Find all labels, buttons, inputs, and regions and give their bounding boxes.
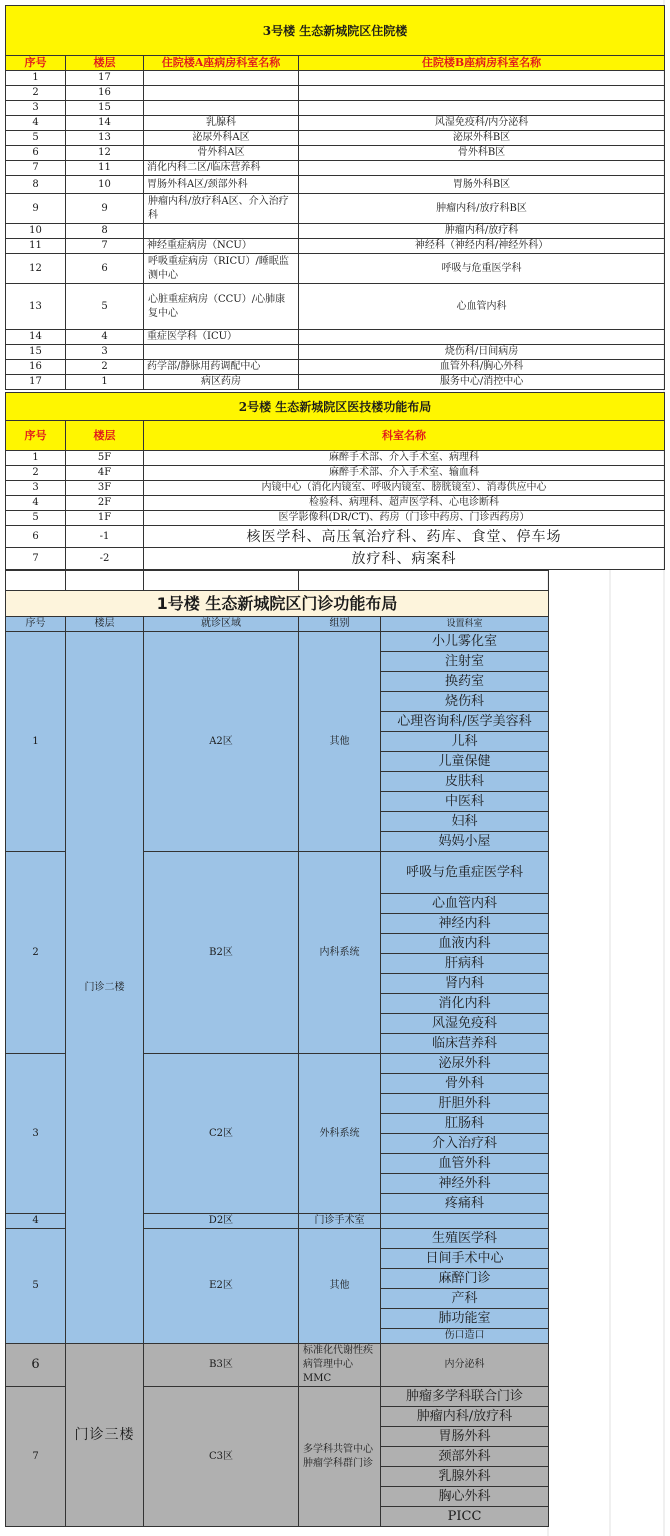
table-row	[6, 466, 665, 481]
b-wing-dept: 胃肠外科B区	[299, 176, 665, 194]
col-header-no: 序号	[6, 56, 66, 71]
col-header-departments: 设置科室	[381, 617, 549, 632]
department-cell: 心血管内科	[381, 894, 549, 914]
row-number: 15	[6, 345, 66, 360]
b-wing-dept: 服务中心/消控中心	[299, 375, 665, 390]
b-wing-dept	[299, 71, 665, 86]
floor-cell: 5F	[66, 451, 144, 466]
table-row	[6, 496, 665, 511]
floor-label: 门诊二楼	[66, 632, 144, 1344]
department-cell: 肝胆外科	[381, 1094, 549, 1114]
block-number: 7	[6, 1387, 66, 1527]
department-cell: 肾内科	[381, 974, 549, 994]
table-row	[6, 330, 665, 345]
department-cell: 烧伤科	[381, 692, 549, 712]
row-number: 1	[6, 71, 66, 86]
a-wing-dept	[144, 224, 299, 239]
table-row	[6, 116, 665, 131]
table-row	[6, 1344, 549, 1387]
department-cell: 心理咨询科/医学美容科	[381, 712, 549, 732]
group-cell: 内科系统	[299, 852, 381, 1054]
table-row	[6, 345, 665, 360]
a-wing-dept: 乳腺科	[144, 116, 299, 131]
area-cell: B2区	[144, 852, 299, 1054]
floor-cell: 13	[66, 131, 144, 146]
department-cell: 妈妈小屋	[381, 832, 549, 852]
row-number: 1	[6, 451, 66, 466]
row-number: 6	[6, 146, 66, 161]
floor-cell: 7	[66, 239, 144, 254]
area-cell: C2区	[144, 1054, 299, 1214]
table-row	[6, 194, 665, 224]
area-cell: C3区	[144, 1387, 299, 1527]
block-number: 1	[6, 632, 66, 852]
block-number: 3	[6, 1054, 66, 1214]
department-cell: 呼吸与危重症医学科	[381, 852, 549, 894]
building2-table	[5, 392, 665, 570]
department-cell: 肛肠科	[381, 1114, 549, 1134]
floor-cell: 1	[66, 375, 144, 390]
col-header-group: 组别	[299, 617, 381, 632]
b-wing-dept: 骨外科B区	[299, 146, 665, 161]
row-number: 17	[6, 375, 66, 390]
floor-cell: 9	[66, 194, 144, 224]
empty-cell	[381, 1214, 549, 1229]
row-number: 16	[6, 360, 66, 375]
table-row	[6, 548, 665, 570]
table-row	[6, 131, 665, 146]
department-cell: 医学影像科(DR/CT)、药房（门诊中药房、门诊西药房）	[144, 511, 665, 526]
block-number: 4	[6, 1214, 66, 1229]
row-number: 4	[6, 116, 66, 131]
table-row	[6, 146, 665, 161]
table-row	[6, 161, 665, 176]
floor-cell: 14	[66, 116, 144, 131]
row-number: 13	[6, 284, 66, 330]
row-number: 5	[6, 131, 66, 146]
department-cell: 生殖医学科	[381, 1229, 549, 1249]
department-cell: 中医科	[381, 792, 549, 812]
floor-cell: 10	[66, 176, 144, 194]
row-number: 7	[6, 548, 66, 570]
block-number: 2	[6, 852, 66, 1054]
department-cell: 内分泌科	[381, 1344, 549, 1387]
b-wing-dept: 呼吸与危重医学科	[299, 254, 665, 284]
table-row	[6, 224, 665, 239]
b-wing-dept	[299, 101, 665, 116]
row-number: 4	[6, 496, 66, 511]
row-number: 11	[6, 239, 66, 254]
floor-cell: 16	[66, 86, 144, 101]
group-cell: 其他	[299, 632, 381, 852]
floor-label: 门诊三楼	[66, 1344, 144, 1527]
department-cell: 产科	[381, 1289, 549, 1309]
department-cell: 消化内科	[381, 994, 549, 1014]
department-cell: 乳腺外科	[381, 1467, 549, 1487]
department-cell: 肿瘤多学科联合门诊	[381, 1387, 549, 1407]
b-wing-dept: 烧伤科/日间病房	[299, 345, 665, 360]
floor-cell: 12	[66, 146, 144, 161]
department-cell: 神经外科	[381, 1174, 549, 1194]
col-header-department: 科室名称	[144, 421, 665, 451]
department-cell: PICC	[381, 1507, 549, 1527]
col-header-no: 序号	[6, 421, 66, 451]
table-row	[6, 526, 665, 548]
department-cell: 胸心外科	[381, 1487, 549, 1507]
group-cell: 外科系统	[299, 1054, 381, 1214]
department-cell: 血液内科	[381, 934, 549, 954]
floor-cell: 4F	[66, 466, 144, 481]
department-cell: 神经内科	[381, 914, 549, 934]
area-cell: D2区	[144, 1214, 299, 1229]
department-cell: 肿瘤内科/放疗科	[381, 1407, 549, 1427]
row-number: 5	[6, 511, 66, 526]
block-number: 5	[6, 1229, 66, 1344]
table-row	[6, 86, 665, 101]
department-cell: 肺功能室	[381, 1309, 549, 1329]
department-cell: 小儿雾化室	[381, 632, 549, 652]
floor-cell: 3F	[66, 481, 144, 496]
a-wing-dept: 消化内科二区/临床营养科	[144, 161, 299, 176]
col-header-b-wing: 住院楼B座病房科室名称	[299, 56, 665, 71]
row-number: 10	[6, 224, 66, 239]
b-wing-dept: 神经科（神经内科/神经外科）	[299, 239, 665, 254]
floor-cell: 4	[66, 330, 144, 345]
col-header-area: 就诊区域	[144, 617, 299, 632]
department-cell: 疼痛科	[381, 1194, 549, 1214]
col-header-floor: 楼层	[66, 56, 144, 71]
department-cell: 血管外科	[381, 1154, 549, 1174]
blank-row	[5, 570, 549, 591]
a-wing-dept	[144, 71, 299, 86]
department-cell: 儿科	[381, 732, 549, 752]
a-wing-dept: 病区药房	[144, 375, 299, 390]
a-wing-dept	[144, 101, 299, 116]
floor-cell: 11	[66, 161, 144, 176]
a-wing-dept: 神经重症病房（NCU）	[144, 239, 299, 254]
col-header-floor: 楼层	[66, 617, 144, 632]
a-wing-dept: 肿瘤内科/放疗科A区、介入治疗科	[144, 194, 299, 224]
department-cell: 临床营养科	[381, 1034, 549, 1054]
b-wing-dept: 泌尿外科B区	[299, 131, 665, 146]
row-number: 9	[6, 194, 66, 224]
group-cell: 其他	[299, 1229, 381, 1344]
department-cell: 麻醉手术部、介入手术室、病理科	[144, 451, 665, 466]
building2-title: 2号楼 生态新城院区医技楼功能布局	[6, 393, 665, 421]
department-cell: 核医学科、高压氧治疗科、药库、食堂、停车场	[144, 526, 665, 548]
a-wing-dept: 药学部/静脉用药调配中心	[144, 360, 299, 375]
area-cell: B3区	[144, 1344, 299, 1387]
department-cell: 泌尿外科	[381, 1054, 549, 1074]
table-row	[6, 176, 665, 194]
floor-cell: 3	[66, 345, 144, 360]
row-number: 2	[6, 86, 66, 101]
table-row	[6, 101, 665, 116]
area-cell: A2区	[144, 632, 299, 852]
group-cell: 标准化代谢性疾病管理中心MMC	[299, 1344, 381, 1387]
b-wing-dept	[299, 86, 665, 101]
department-cell: 皮肤科	[381, 772, 549, 792]
row-number: 3	[6, 101, 66, 116]
department-cell: 日间手术中心	[381, 1249, 549, 1269]
department-cell: 颈部外科	[381, 1447, 549, 1467]
a-wing-dept: 骨外科A区	[144, 146, 299, 161]
floor-cell: 15	[66, 101, 144, 116]
department-cell: 胃肠外科	[381, 1427, 549, 1447]
floor-cell: 8	[66, 224, 144, 239]
floor-cell: 17	[66, 71, 144, 86]
b-wing-dept: 心血管内科	[299, 284, 665, 330]
a-wing-dept: 呼吸重症病房（RICU）/睡眠监测中心	[144, 254, 299, 284]
block-number: 6	[6, 1344, 66, 1387]
table-row	[6, 284, 665, 330]
row-number: 3	[6, 481, 66, 496]
row-number: 7	[6, 161, 66, 176]
b-wing-dept: 风湿免疫科/内分泌科	[299, 116, 665, 131]
col-header-no: 序号	[6, 617, 66, 632]
a-wing-dept: 心脏重症病房（CCU）/心肺康复中心	[144, 284, 299, 330]
group-cell: 门诊手术室	[299, 1214, 381, 1229]
department-cell: 检验科、病理科、超声医学科、心电诊断科	[144, 496, 665, 511]
a-wing-dept: 胃肠外科A区/颈部外科	[144, 176, 299, 194]
department-cell: 麻醉门诊	[381, 1269, 549, 1289]
table-row	[6, 511, 665, 526]
floor-cell: 2F	[66, 496, 144, 511]
department-cell: 骨外科	[381, 1074, 549, 1094]
a-wing-dept: 重症医学科（ICU）	[144, 330, 299, 345]
floor-cell: 2	[66, 360, 144, 375]
floor-cell: 1F	[66, 511, 144, 526]
row-number: 8	[6, 176, 66, 194]
row-number: 2	[6, 466, 66, 481]
department-cell: 风湿免疫科	[381, 1014, 549, 1034]
table-row	[6, 481, 665, 496]
department-cell: 伤口造口	[381, 1329, 549, 1344]
department-cell: 妇科	[381, 812, 549, 832]
b-wing-dept: 血管外科/胸心外科	[299, 360, 665, 375]
building1-title: 1号楼 生态新城院区门诊功能布局	[6, 591, 549, 617]
area-cell: E2区	[144, 1229, 299, 1344]
department-cell: 换药室	[381, 672, 549, 692]
col-header-a-wing: 住院楼A座病房科室名称	[144, 56, 299, 71]
building3-table	[5, 5, 665, 390]
table-row	[6, 360, 665, 375]
floor-cell: 5	[66, 284, 144, 330]
floor-cell: -2	[66, 548, 144, 570]
b-wing-dept: 肿瘤内科/放疗科B区	[299, 194, 665, 224]
b-wing-dept	[299, 330, 665, 345]
department-cell: 放疗科、病案科	[144, 548, 665, 570]
b-wing-dept	[299, 161, 665, 176]
col-header-floor: 楼层	[66, 421, 144, 451]
table-row	[6, 451, 665, 466]
a-wing-dept: 泌尿外科A区	[144, 131, 299, 146]
department-cell: 内镜中心（消化内镜室、呼吸内镜室、膀胱镜室）、消毒供应中心	[144, 481, 665, 496]
department-cell: 儿童保健	[381, 752, 549, 772]
table-row	[6, 239, 665, 254]
b-wing-dept: 肿瘤内科/放疗科	[299, 224, 665, 239]
building1-table	[5, 590, 549, 1527]
building3-title: 3号楼 生态新城院区住院楼	[6, 6, 665, 56]
floor-cell: -1	[66, 526, 144, 548]
department-cell: 注射室	[381, 652, 549, 672]
table-row	[6, 71, 665, 86]
department-cell: 麻醉手术部、介入手术室、输血科	[144, 466, 665, 481]
department-cell: 肝病科	[381, 954, 549, 974]
group-cell: 多学科共管中心 肿瘤学科群门诊	[299, 1387, 381, 1527]
table-row	[6, 375, 665, 390]
floor-cell: 6	[66, 254, 144, 284]
row-number: 14	[6, 330, 66, 345]
row-number: 6	[6, 526, 66, 548]
a-wing-dept	[144, 345, 299, 360]
table-row	[6, 632, 549, 652]
table-row	[6, 254, 665, 284]
department-cell: 介入治疗科	[381, 1134, 549, 1154]
a-wing-dept	[144, 86, 299, 101]
row-number: 12	[6, 254, 66, 284]
